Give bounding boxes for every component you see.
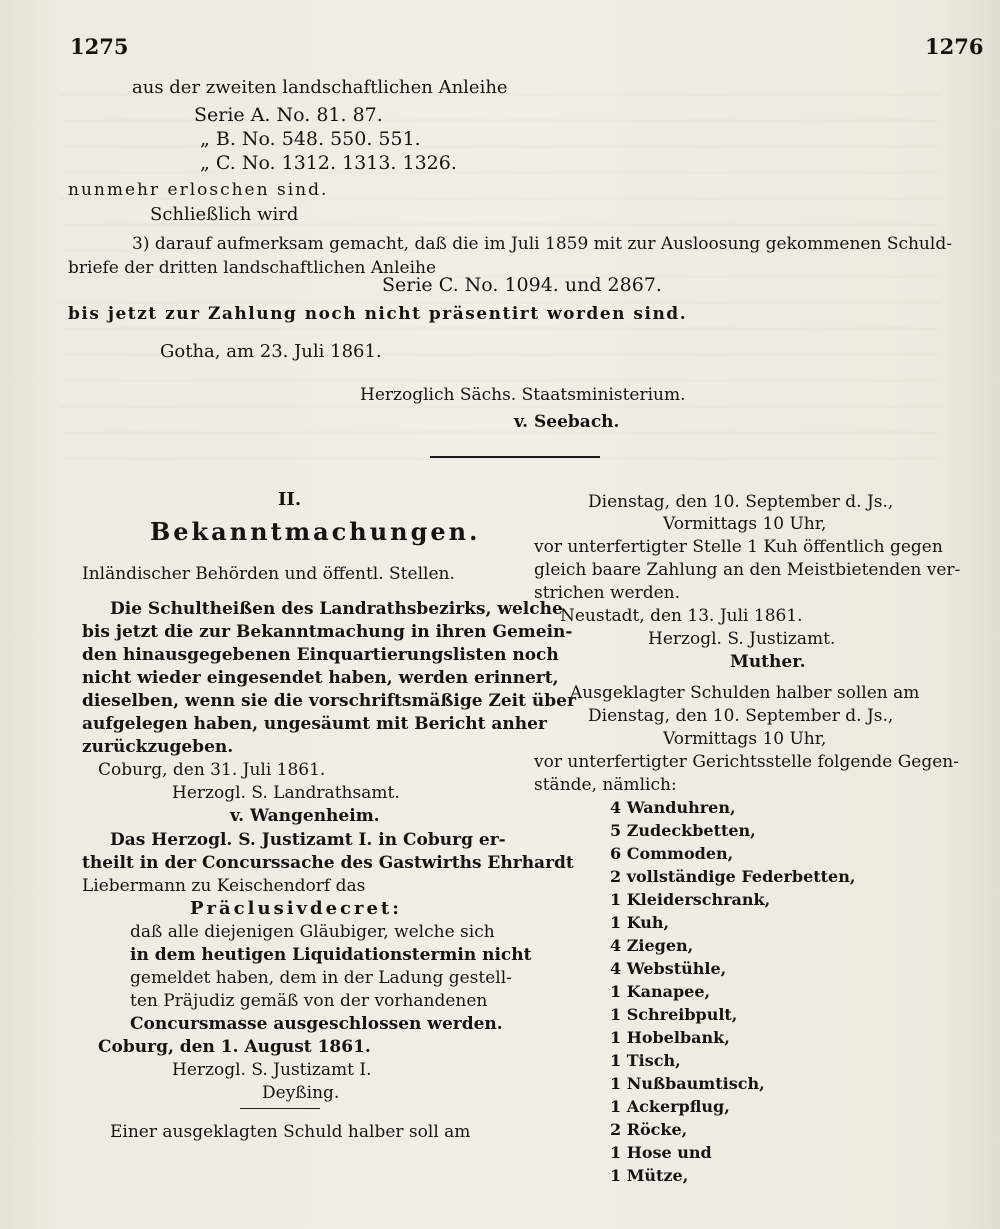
item-line: 1 Kanapee, <box>610 982 711 1001</box>
notice-line: Concursmasse ausgeschlossen werden. <box>130 1014 503 1034</box>
notice-line: theilt in der Concurssache des Gastwirths Ehrhardt <box>82 853 574 873</box>
notice-line: gemeldet haben, dem in der Ladung gestell- <box>130 968 512 988</box>
section-divider <box>430 456 600 458</box>
notice-line: daß alle diejenigen Gläubiger, welche sich <box>130 922 495 942</box>
item-line: 1 Nußbaumtisch, <box>610 1074 765 1093</box>
top-line: nunmehr erloschen sind. <box>68 180 329 200</box>
top-line: Herzoglich Sächs. Staatsministerium. <box>360 385 686 405</box>
notice-line: Die Schultheißen des Landrathsbezirks, welche <box>110 599 563 619</box>
top-line: aus der zweiten landschaftlichen Anleihe <box>132 77 508 98</box>
notice-line: Dienstag, den 10. September d. Js., <box>588 706 894 726</box>
notice-line: Ausgeklagter Schulden halber sollen am <box>570 683 920 703</box>
top-line: 3) darauf aufmerksam gemacht, daß die im Juli 1859 mit zur Ausloosung gekommenen Schuld- <box>132 234 952 254</box>
notice-authority: Herzogl. S. Justizamt I. <box>172 1060 372 1080</box>
top-line: v. Seebach. <box>514 412 620 432</box>
item-line: 1 Hobelbank, <box>610 1028 730 1047</box>
item-line: 1 Kleiderschrank, <box>610 890 771 909</box>
top-line: Schließlich wird <box>150 204 299 225</box>
item-line: 1 Hose und <box>610 1143 712 1162</box>
notice-line: Dienstag, den 10. September d. Js., <box>588 492 894 512</box>
notice-line: bis jetzt die zur Bekanntmachung in ihren Gemein- <box>82 622 573 642</box>
notice-line: Vormittags 10 Uhr, <box>663 729 827 749</box>
item-line: 4 Webstühle, <box>610 959 727 978</box>
notice-line: vor unterfertigter Stelle 1 Kuh öffentlich gegen <box>534 537 943 557</box>
notice-line: aufgelegen haben, ungesäumt mit Bericht anher <box>82 714 547 734</box>
item-line: 1 Schreibpult, <box>610 1005 738 1024</box>
notice-line: Das Herzogl. S. Justizamt I. in Coburg er- <box>110 830 506 850</box>
top-line: briefe der dritten landschaftlichen Anleihe <box>68 258 437 278</box>
item-line: 1 Kuh, <box>610 913 670 932</box>
item-line: 2 vollständige Federbetten, <box>610 867 856 886</box>
item-line: 2 Röcke, <box>610 1120 688 1139</box>
notice-line: strichen werden. <box>534 583 681 603</box>
notice-line: Einer ausgeklagten Schuld halber soll am <box>110 1122 471 1142</box>
item-line: 1 Tisch, <box>610 1051 681 1070</box>
item-line: 1 Ackerpflug, <box>610 1097 730 1116</box>
section-numeral: II. <box>278 489 302 510</box>
notice-line: Vormittags 10 Uhr, <box>663 514 827 534</box>
top-line: Gotha, am 23. Juli 1861. <box>160 341 382 362</box>
notice-line: nicht wieder eingesendet haben, werden erinnert, <box>82 668 559 688</box>
top-line: bis jetzt zur Zahlung noch nicht präsentirt worden sind. <box>68 304 688 324</box>
item-line: 6 Commoden, <box>610 844 734 863</box>
notice-line: stände, nämlich: <box>534 775 677 795</box>
notice-line: dieselben, wenn sie die vorschriftsmäßige Zeit über <box>82 691 576 711</box>
item-line: 1 Mütze, <box>610 1166 689 1185</box>
page-number-right: 1276 <box>925 34 984 59</box>
notice-line: Liebermann zu Keischendorf das <box>82 876 366 896</box>
notice-line: gleich baare Zahlung an den Meistbietenden ver- <box>534 560 961 580</box>
item-line: 5 Zudeckbetten, <box>610 821 756 840</box>
notice-line: zurückzugeben. <box>82 737 234 757</box>
top-line: „ C. No. 1312. 1313. 1326. <box>200 152 457 174</box>
section-subheading: Inländischer Behörden und öffentl. Stellen. <box>82 564 455 584</box>
top-line: „ B. No. 548. 550. 551. <box>200 128 421 150</box>
page-number-left: 1275 <box>70 34 129 59</box>
top-line: Serie A. No. 81. 87. <box>194 104 383 126</box>
notice-authority: Herzogl. S. Landrathsamt. <box>172 783 400 803</box>
notice-line: in dem heutigen Liquidationstermin nicht <box>130 945 532 965</box>
notice-line: den hinausgegebenen Einquartierungslisten noch <box>82 645 559 665</box>
notice-signature: Deyßing. <box>262 1083 340 1103</box>
notice-line: Präclusivdecret: <box>190 898 402 919</box>
notice-line: ten Präjudiz gemäß von der vorhandenen <box>130 991 488 1011</box>
item-line: 4 Wanduhren, <box>610 798 736 817</box>
top-line: Serie C. No. 1094. und 2867. <box>382 274 662 296</box>
notice-date: Neustadt, den 13. Juli 1861. <box>560 606 803 626</box>
notice-authority: Herzogl. S. Justizamt. <box>648 629 836 649</box>
section-heading: Bekanntmachungen. <box>150 517 481 546</box>
item-line: 4 Ziegen, <box>610 936 694 955</box>
notice-line: vor unterfertigter Gerichtsstelle folgende Gegen- <box>534 752 959 772</box>
notice-signature: v. Wangenheim. <box>230 806 380 826</box>
notice-divider <box>240 1108 320 1109</box>
notice-date: Coburg, den 31. Juli 1861. <box>98 760 326 780</box>
notice-signature: Muther. <box>730 652 806 672</box>
notice-date: Coburg, den 1. August 1861. <box>98 1037 371 1057</box>
